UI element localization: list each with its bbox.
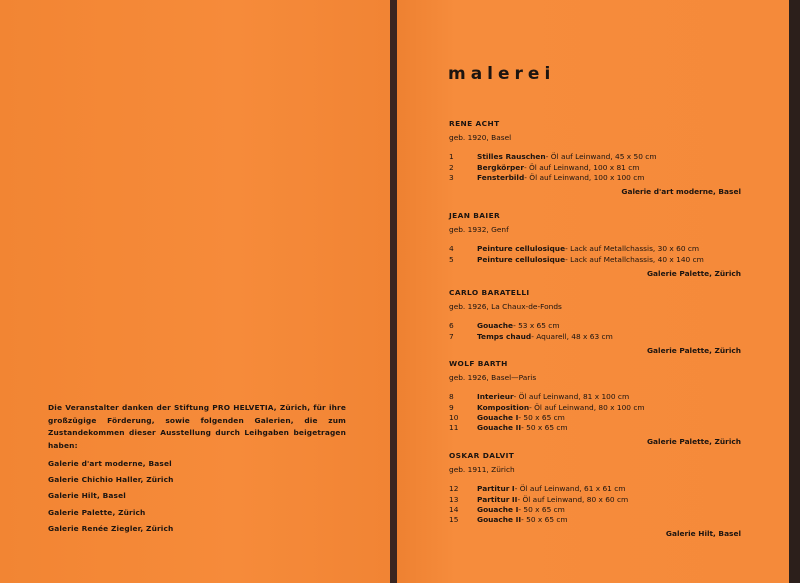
work-number: 15 (449, 515, 459, 525)
artist-entry (449, 211, 741, 279)
work-number: 8 (449, 392, 454, 402)
gallery-item: Galerie Renée Ziegler, Zürich (48, 523, 174, 533)
work-row (449, 392, 741, 402)
work-number: 3 (449, 172, 454, 182)
work-row (449, 413, 741, 423)
work-number: 12 (449, 484, 459, 494)
book-edge (789, 0, 800, 583)
lender: Galerie Palette, Zürich (646, 345, 741, 355)
gallery-item: Galerie Chichio Haller, Zürich (48, 475, 174, 485)
work-number: 7 (449, 331, 454, 341)
work-details: - Lack auf Metallchassis, 40 x 140 cm (565, 254, 704, 264)
gallery-item: Galerie Hilt, Basel (48, 491, 126, 501)
work-row (449, 163, 741, 173)
work-details: - Öl auf Leinwand, 80 x 100 cm (529, 402, 645, 412)
work-row (449, 321, 741, 331)
work-number: 14 (449, 504, 459, 514)
work-row (449, 173, 741, 183)
artist-entry (449, 359, 741, 447)
work-row (449, 484, 741, 494)
left-page (0, 0, 392, 583)
artist-name: OSKAR DALVIT (449, 451, 515, 460)
work-number: 11 (449, 423, 459, 433)
work-title: Peinture cellulosique (477, 244, 566, 254)
work-title: Partitur I (477, 484, 515, 494)
work-title: Partitur II (477, 494, 518, 504)
work-details: - 50 x 65 cm (518, 504, 565, 514)
artist-birth: geb. 1926, La Chaux-de-Fonds (449, 302, 562, 312)
work-details: - 50 x 65 cm (518, 412, 565, 422)
work-row (449, 423, 741, 433)
lender: Galerie Palette, Zürich (646, 437, 741, 447)
work-details: - 50 x 65 cm (521, 423, 568, 433)
work-details: - Öl auf Leinwand, 61 x 61 cm (514, 484, 626, 494)
gallery-item: Galerie Palette, Zürich (48, 507, 146, 517)
work-details: - 50 x 65 cm (521, 515, 568, 525)
artist-birth: geb. 1911, Zürich (449, 465, 515, 475)
acknowledgement-text: Die Veranstalter danken der Stiftung PRO HELVETIA, Zürich, für ihre großzügige Förderung, sowie folgenden Galerien, die zum Zustandekommen dieser Ausstellung durch Leihgaben beigetragen haben: (48, 403, 346, 450)
work-row (449, 515, 741, 525)
artist-entry (449, 451, 741, 539)
artist-name: WOLF BARTH (449, 359, 508, 368)
work-row (449, 255, 741, 265)
work-title: Gouache II (477, 515, 522, 525)
work-details: - Öl auf Leinwand, 45 x 50 cm (545, 152, 657, 162)
work-row (449, 332, 741, 342)
work-number: 13 (449, 494, 459, 504)
artist-birth: geb. 1920, Basel (449, 133, 512, 143)
work-row (449, 244, 741, 254)
work-details: - 53 x 65 cm (513, 321, 560, 331)
work-title: Temps chaud (477, 331, 532, 341)
work-row (449, 403, 741, 413)
work-number: 2 (449, 162, 454, 172)
artist-name: JEAN BAIER (449, 211, 501, 220)
work-details: - Öl auf Leinwand, 100 x 81 cm (523, 162, 640, 172)
gallery-list (48, 458, 346, 539)
work-title: Stilles Rauschen (477, 152, 546, 162)
work-details: - Öl auf Leinwand, 81 x 100 cm (513, 392, 630, 402)
lender: Galerie d'art moderne, Basel (621, 187, 741, 197)
work-title: Bergkörper (477, 162, 524, 172)
acknowledgement-block (48, 402, 346, 539)
work-title: Gouache II (477, 423, 522, 433)
artist-birth: geb. 1926, Basel—Paris (449, 373, 537, 383)
work-row (449, 152, 741, 162)
work-number: 4 (449, 244, 454, 254)
work-title: Peinture cellulosique (477, 254, 566, 264)
work-details: - Lack auf Metallchassis, 30 x 60 cm (565, 244, 700, 254)
work-number: 6 (449, 321, 454, 331)
work-details: - Öl auf Leinwand, 80 x 60 cm (517, 494, 629, 504)
artist-entry (449, 288, 741, 356)
work-details: - Aquarell, 48 x 63 cm (531, 331, 613, 341)
work-title: Komposition (477, 402, 530, 412)
work-title: Interieur (477, 392, 514, 402)
work-row (449, 505, 741, 515)
artist-name: CARLO BARATELLI (449, 288, 530, 297)
artist-birth: geb. 1932, Genf (449, 225, 509, 235)
work-title: Gouache I (477, 504, 519, 514)
work-row (449, 495, 741, 505)
artist-name: RENE ACHT (449, 119, 500, 128)
work-title: Gouache (477, 321, 514, 331)
artist-entry (449, 119, 741, 197)
gallery-item: Galerie d'art moderne, Basel (48, 459, 172, 468)
work-details: - Öl auf Leinwand, 100 x 100 cm (524, 172, 645, 182)
lender: Galerie Palette, Zürich (646, 268, 741, 278)
work-number: 10 (449, 412, 459, 422)
lender: Galerie Hilt, Basel (665, 529, 741, 539)
section-title: malerei (448, 64, 556, 84)
work-number: 5 (449, 254, 454, 264)
work-title: Gouache I (477, 412, 519, 422)
work-title: Fensterbild (477, 172, 525, 182)
work-number: 1 (449, 152, 454, 162)
work-number: 9 (449, 402, 454, 412)
